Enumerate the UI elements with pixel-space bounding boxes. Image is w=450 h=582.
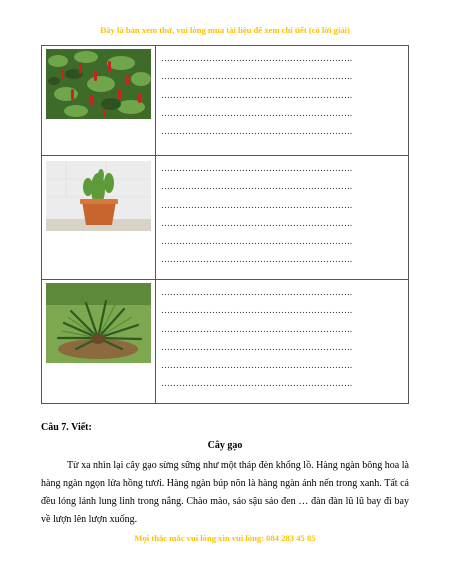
image-cell	[42, 280, 156, 404]
answer-line[interactable]: ……………………………………………………….	[160, 199, 353, 210]
preview-notice: Đây là bản xem thử, vui lòng mua tài liệu để xem chi tiết (có lời giải)	[100, 25, 350, 35]
essay-paragraph: Từ xa nhìn lại cây gạo sừng sững như một tháp đèn khổng lồ. Hàng ngàn bông hoa là hàng ngàn ngọn lửa hồng tươi. Hàng ngàn búp nõn là hàng ngàn ánh nến trong xanh. Tất cả đều lóng lánh lung linh trong nắng. Chào mào, sáo sậu sáo đen … đàn đàn lũ lũ bay đi bay về lượn lên lượn xuống.	[41, 460, 409, 525]
answer-line[interactable]: ……………………………………………………….	[160, 360, 353, 371]
answer-line[interactable]: ……………………………………………………….	[160, 323, 353, 334]
answer-line[interactable]: ……………………………………………………….	[160, 181, 353, 192]
answer-line[interactable]: ……………………………………………………….	[160, 71, 353, 82]
answer-line[interactable]: ……………………………………………………….	[160, 217, 353, 228]
image-cell	[42, 156, 156, 280]
answer-line[interactable]: ……………………………………………………….	[160, 126, 353, 137]
table-row	[42, 156, 409, 280]
answer-line[interactable]: ……………………………………………………….	[160, 53, 353, 63]
table-row	[42, 280, 409, 404]
writing-lines-cell	[155, 280, 408, 404]
answer-line[interactable]: ……………………………………………………….	[160, 236, 353, 247]
answer-line[interactable]: ……………………………………………………….	[160, 378, 353, 389]
answer-line[interactable]: ……………………………………………………….	[160, 89, 353, 100]
chili-pepper-plant-image	[46, 49, 151, 119]
cactus-in-pot-image	[46, 161, 151, 231]
question-label: Câu 7. Viết:	[41, 422, 92, 433]
essay-title: Cây gạo	[207, 440, 243, 451]
writing-lines-cell	[155, 156, 408, 280]
answer-line[interactable]: ……………………………………………………….	[160, 107, 353, 118]
image-cell	[42, 46, 156, 156]
answer-line[interactable]: ……………………………………………………….	[160, 341, 353, 352]
answer-line[interactable]: ……………………………………………………….	[160, 163, 353, 173]
answer-line[interactable]: ……………………………………………………….	[160, 254, 353, 265]
answer-line[interactable]: ……………………………………………………….	[160, 287, 353, 297]
table-row	[42, 46, 409, 156]
writing-lines-cell	[155, 46, 408, 156]
contact-footer: Mọi thắc mắc vui lòng xin vui lòng: 084 283 45 85	[134, 533, 316, 543]
cycad-palm-image	[46, 283, 151, 363]
answer-line[interactable]: ……………………………………………………….	[160, 305, 353, 316]
exercise-table	[41, 45, 409, 404]
